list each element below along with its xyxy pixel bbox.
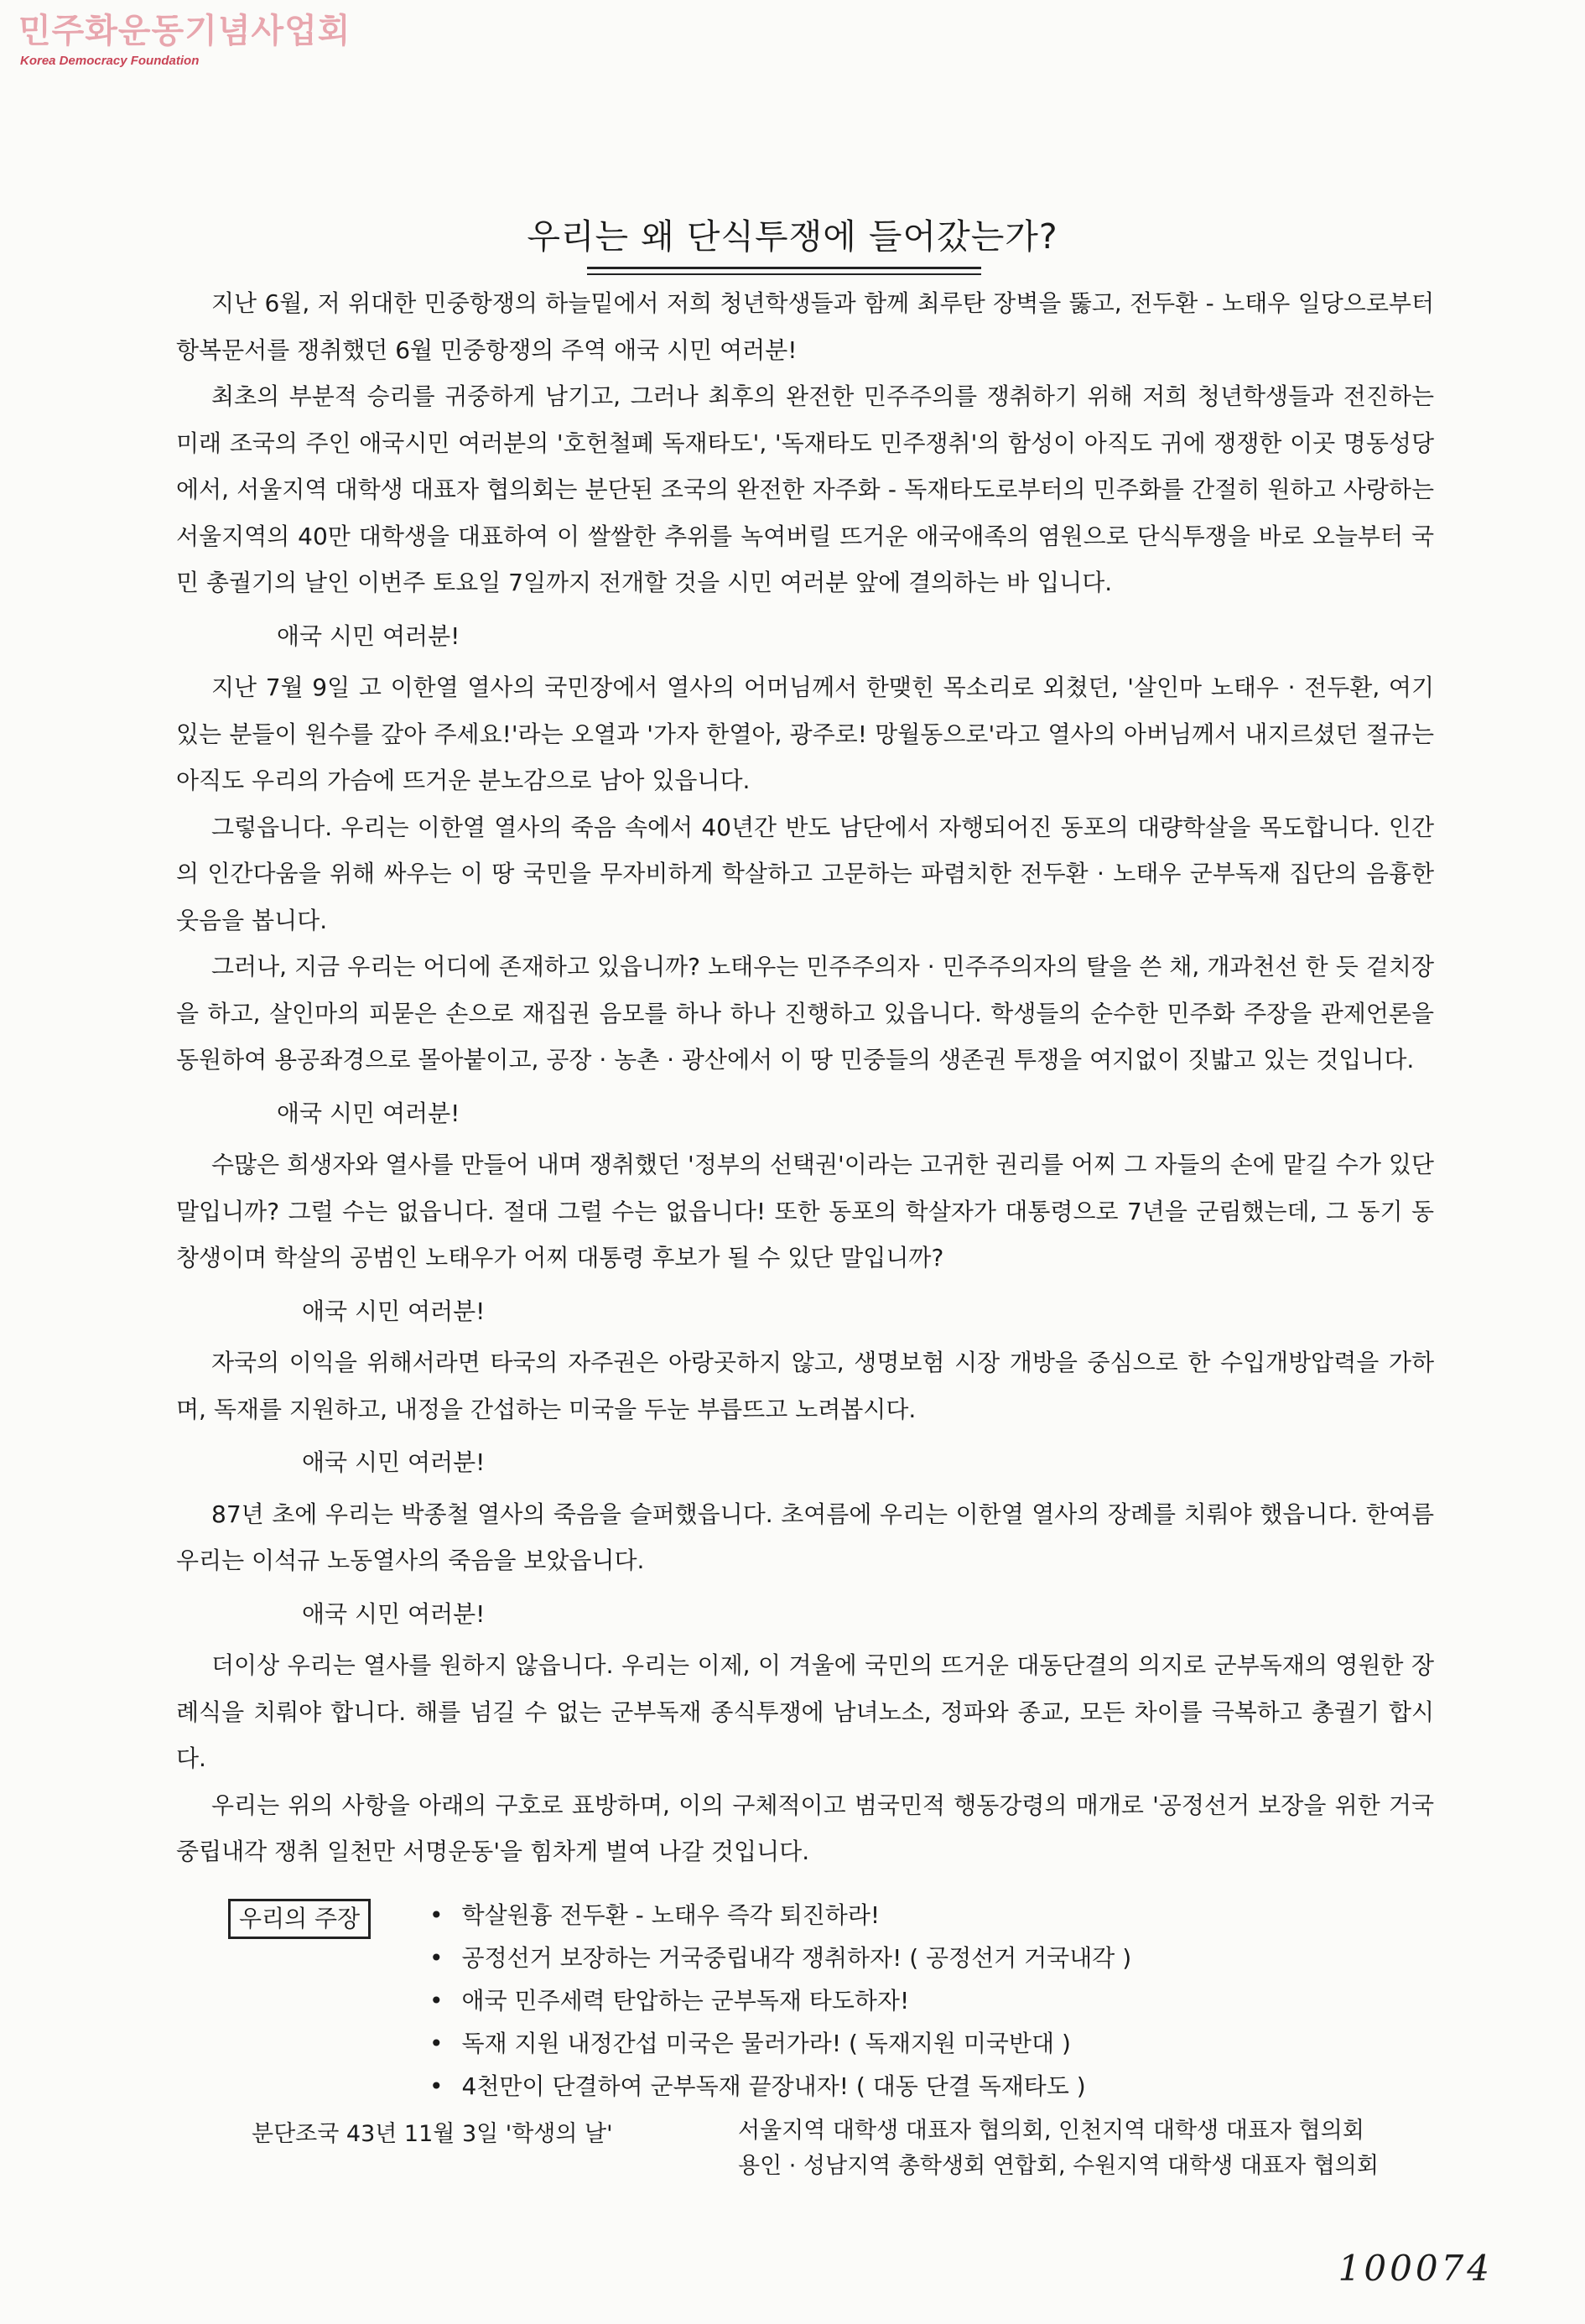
demands-list — [429, 1894, 1131, 2108]
body-paragraph: 그러나, 지금 우리는 어디에 존재하고 있읍니까? 노태우는 민주주의자 · 민주주의자의 탈을 쓴 채, 개과천선 한 듯 겉치장을 하고, 살인마의 피묻은 손으로 재집권 음모를 하나 하나 진행하고 있읍니다. 학생들의 순수한 민주화 주장을 관제언론을 동원하여 용공좌경으로 몰아붙이고, 공장 · 농촌 · 광산에서 이 땅 민중들의 생존권 투쟁을 여지없이 짓밟고 있는 것입니다. — [176, 953, 1434, 1074]
body-paragraph: 87년 초에 우리는 박종철 열사의 죽음을 슬퍼했읍니다. 초여름에 우리는 이한열 열사의 장례를 치뤄야 했읍니다. 한여름 우리는 이석규 노동열사의 죽음을 보았읍니다. — [176, 1500, 1434, 1574]
demand-item: • 애국 민주세력 탄압하는 군부독재 타도하자! — [429, 1979, 1131, 2022]
salutation: 애국 시민 여러분! — [302, 1448, 486, 1476]
title-container — [0, 215, 1585, 258]
watermark-english: Korea Democracy Foundation — [20, 54, 200, 68]
organization-line: 용인 · 성남지역 총학생회 연합회, 수원지역 대학생 대표자 협의회 — [738, 2153, 1379, 2179]
demand-item: • 공정선거 보장하는 거국중립내각 쟁취하자! ( 공정선거 거국내각 ) — [429, 1937, 1131, 1979]
salutation: 애국 시민 여러분! — [277, 1099, 460, 1127]
body-paragraph: 그렇읍니다. 우리는 이한열 열사의 죽음 속에서 40년간 반도 남단에서 자행되어진 동포의 대량학살을 목도합니다. 인간의 인간다움을 위해 싸우는 이 땅 국민을 무자비하게 학살하고 고문하는 파렴치한 전두환 · 노태우 군부독재 집단의 음흉한 웃음을 봅니다. — [176, 813, 1434, 934]
issuing-organizations — [738, 2113, 1379, 2184]
document-body — [176, 280, 1434, 1875]
issue-date: 분단조국 43년 11월 3일 '학생의 날' — [252, 2121, 613, 2147]
organization-line: 서울지역 대학생 대표자 협의회, 인천지역 대학생 대표자 협의회 — [738, 2118, 1364, 2144]
demands-label: 우리의 주장 — [228, 1899, 371, 1939]
demand-item: • 독재 지원 내정간섭 미국은 물러가라! ( 독재지원 미국반대 ) — [429, 2022, 1131, 2065]
body-paragraph: 더이상 우리는 열사를 원하지 않읍니다. 우리는 이제, 이 겨울에 국민의 뜨거운 대동단결의 의지로 군부독재의 영원한 장례식을 치뤄야 합니다. 해를 넘길 수 없는 군부독재 종식투쟁에 남녀노소, 정파와 종교, 모든 차이를 극복하고 총궐기 합시다. — [176, 1651, 1434, 1772]
body-paragraph: 자국의 이익을 위해서라면 타국의 자주권은 아랑곳하지 않고, 생명보험 시장 개방을 중심으로 한 수입개방압력을 가하며, 독재를 지원하고, 내정을 간섭하는 미국을 두눈 부릅뜨고 노려봅시다. — [176, 1349, 1434, 1423]
document-title: 우리는 왜 단식투쟁에 들어갔는가? — [527, 216, 1058, 257]
body-paragraph: 지난 6월, 저 위대한 민중항쟁의 하늘밑에서 저희 청년학생들과 함께 최루탄 장벽을 뚫고, 전두환 - 노태우 일당으로부터 항복문서를 쟁취했던 6월 민중항쟁의 주역 애국 시민 여러분! — [176, 289, 1434, 364]
salutation: 애국 시민 여러분! — [277, 621, 460, 650]
body-paragraph: 최초의 부분적 승리를 귀중하게 남기고, 그러나 최후의 완전한 민주주의를 쟁취하기 위해 저희 청년학생들과 전진하는 미래 조국의 주인 애국시민 여러분의 '호헌철폐 독재타도', '독재타도 민주쟁취'의 함성이 아직도 귀에 쟁쟁한 이곳 명동성당에서, 서울지역 대학생 대표자 협의회는 분단된 조국의 완전한 자주화 - 독재타도로부터의 민주화를 간절히 원하고 사랑하는 서울지역의 40만 대학생을 대표하여 이 쌀쌀한 추위를 녹여버릴 뜨거운 애국애족의 염원으로 단식투쟁을 바로 오늘부터 국민 총궐기의 날인 이번주 토요일 7일까지 전개할 것을 시민 여러분 앞에 결의하는 바 입니다. — [176, 382, 1434, 596]
watermark-korean: 민주화운동기념사업회 — [18, 12, 351, 50]
salutation: 애국 시민 여러분! — [302, 1297, 486, 1325]
watermark-logo — [18, 12, 351, 69]
body-paragraph: 우리는 위의 사항을 아래의 구호로 표방하며, 이의 구체적이고 범국민적 행동강령의 매개로 '공정선거 보장을 위한 거국중립내각 쟁취 일천만 서명운동'을 힘차게 벌여 나갈 것입니다. — [176, 1791, 1434, 1865]
title-underline — [587, 267, 981, 275]
demand-item: • 학살원흉 전두환 - 노태우 즉각 퇴진하라! — [429, 1894, 1131, 1937]
body-paragraph: 지난 7월 9일 고 이한열 열사의 국민장에서 열사의 어머님께서 한맺힌 목소리로 외쳤던, '살인마 노태우 · 전두환, 여기 있는 분들이 원수를 갚아 주세요!'라는 오열과 '가자 한열아, 광주로! 망월동으로'라고 열사의 아버님께서 내지르셨던 절규는 아직도 우리의 가슴에 뜨거운 분노감으로 남아 있읍니다. — [176, 673, 1434, 794]
page-number: 100074 — [1338, 2248, 1493, 2289]
salutation: 애국 시민 여러분! — [302, 1599, 486, 1628]
demand-item: • 4천만이 단결하여 군부독재 끝장내자! ( 대동 단결 독재타도 ) — [429, 2065, 1131, 2108]
body-paragraph: 수많은 희생자와 열사를 만들어 내며 쟁취했던 '정부의 선택권'이라는 고귀한 권리를 어찌 그 자들의 손에 맡길 수가 있단 말입니까? 그럴 수는 없읍니다. 절대 그럴 수는 없읍니다! 또한 동포의 학살자가 대통령으로 7년을 군림했는데, 그 동기 동창생이며 학살의 공범인 노태우가 어찌 대통령 후보가 될 수 있단 말입니까? — [176, 1151, 1434, 1271]
